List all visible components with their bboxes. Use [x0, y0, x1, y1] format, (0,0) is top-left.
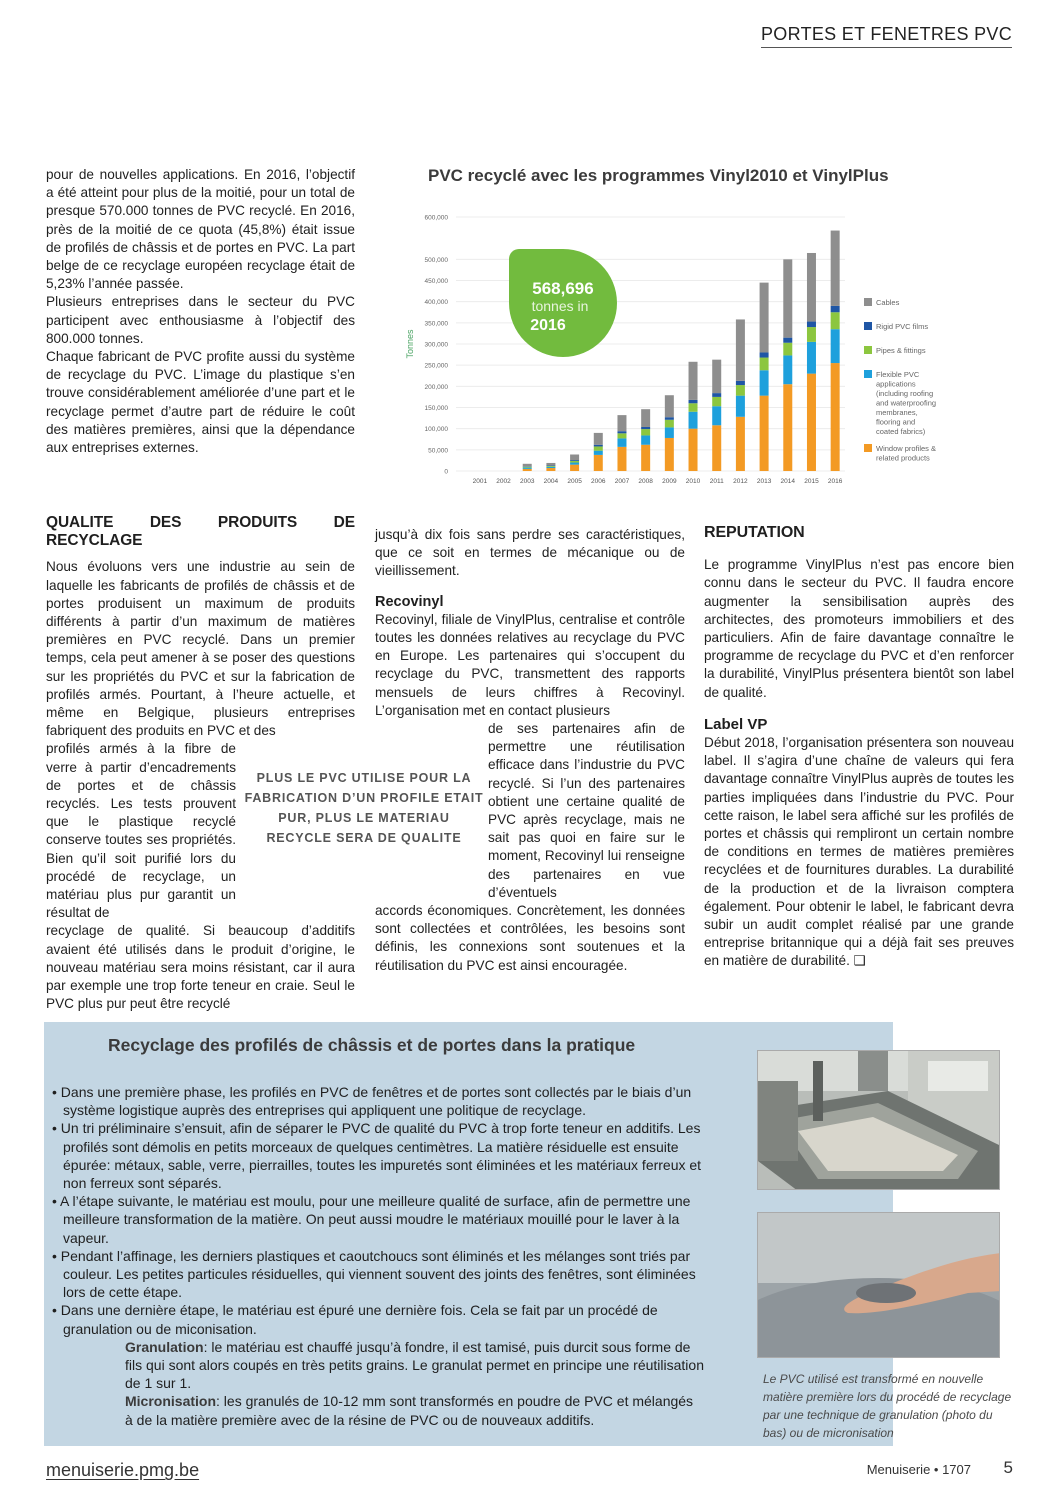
pvc-granules-hand-photo — [757, 1212, 1000, 1358]
callout-unit: tonnes in — [531, 298, 589, 314]
bar-segment — [807, 374, 816, 471]
x-tick-label: 2001 — [472, 478, 488, 485]
intro-column — [46, 166, 355, 457]
legend-swatch — [864, 370, 872, 378]
label-vp-paragraph — [704, 734, 1014, 971]
bar-segment — [689, 362, 698, 400]
recovinyl-paragraph-c: accords économiques. Concrètement, les données sont collectées et contrôlées, les besoins sont définis, les connexions sont soutenues et la réutilisation du PVC est ainsi encouragée. — [375, 903, 685, 973]
legend-swatch — [864, 444, 872, 452]
bar-segment — [760, 370, 769, 395]
bar-segment — [523, 464, 532, 467]
page-number: 5 — [1003, 1458, 1013, 1477]
x-tick-label: 2006 — [591, 478, 606, 485]
list-item: • Pendant l’affinage, les derniers plastiques et caoutchoucs sont éliminés et les mélanges sont triés par couleur. Les petites particules résiduelles, qui viennent souvent des joints des fenêtres, sont éliminées lors de cette étape. — [52, 1247, 696, 1301]
legend-swatch — [864, 298, 872, 306]
bar-segment — [831, 306, 840, 312]
bar-segment — [760, 283, 769, 353]
bar-segment — [736, 417, 745, 471]
bar-segment — [523, 467, 532, 468]
y-tick-label: 600,000 — [424, 214, 448, 222]
x-tick-label: 2003 — [519, 478, 535, 485]
bar-segment — [689, 403, 698, 411]
bar-segment — [736, 396, 745, 417]
list-item: • A l’étape suivante, le matériau est moulu, pour une meilleure qualité de surface, afin de permettre une meilleure transformation de la matière. On peut aussi moudre le matériaux mouillé pour le laver à la vapeur. — [52, 1193, 691, 1246]
list-item: • Dans une dernière étape, le matériau est épuré une dernière fois. Cela se fait par un procédé de granulation ou de miconisation. — [52, 1302, 658, 1337]
bar-segment — [807, 322, 816, 328]
legend-label: Flexible PVC — [876, 370, 920, 379]
recovinyl-paragraph-a: Recovinyl, filiale de VinylPlus, centralise et contrôle toutes les données relatives au recyclage du PVC en Europe. Les partenaires qui s’occupent du recyclage du PVC, transmettent des rapports mensuels de leurs chiffres à Recovinyl. L’organisation met en contact plusieurs — [375, 611, 685, 718]
bar-segment — [831, 312, 840, 329]
quality-heading: QUALITE DES PRODUITS DE RECYCLAGE — [46, 514, 355, 550]
bar-segment — [641, 435, 650, 444]
bar-segment — [570, 460, 579, 461]
y-tick-label: 400,000 — [424, 299, 448, 307]
bar-segment — [689, 429, 698, 471]
bar-segment — [594, 446, 603, 450]
legend-swatch — [864, 346, 872, 354]
legend-label: (including roofing — [876, 389, 934, 398]
recovinyl-paragraph-b: de ses partenaires afin de permettre une réutilisation efficace dans l’industrie du PVC recyclé. Si l’un des partenaires obtient une certaine qualité de PVC après recyclage, mais ne sait pas quoi en faire sur le moment, Recovinyl lui renseigne des partenaires en vue d’éventuels — [488, 721, 685, 900]
micronisation-item — [52, 1392, 704, 1428]
section-title: PORTES ET FENETRES PVC — [761, 24, 1012, 48]
intro-paragraph-3: Chaque fabricant de PVC profite aussi du système de recyclage du PVC. L’image du plastique s’en trouve considérablement améliorée d’une part et le recyclage permet d’autre part de réduire le coût des matières premières, ainsi que la dépendance aux entreprises externes. — [46, 349, 355, 456]
y-tick-label: 250,000 — [424, 362, 448, 370]
reputation-paragraph: Le programme VinylPlus n’est pas encore bien connu dans le secteur du PVC. Il faudra encore augmenter la sensibilisation auprès des architectes, des promoteurs immobiliers et des particuliers. Afin de faire davantage connaître le programme de recyclage du PVC et d’en renforcer la durabilité, VinylPlus présentera bientôt son label de qualité. — [704, 557, 1014, 700]
intro-paragraph-2: Plusieurs entreprises dans le secteur du PVC participent avec enthousiasme à l’objectif des 800.000 tonnes. — [46, 294, 355, 346]
bar-segment — [783, 355, 792, 384]
recycling-chart — [400, 204, 1000, 494]
bar-segment — [523, 468, 532, 469]
y-tick-label: 450,000 — [424, 278, 448, 285]
recovinyl-lead: jusqu’à dix fois sans perdre ses caractéristiques, que ce soit en termes de mécanique ou de vieillissement. — [375, 527, 685, 579]
legend-label: Cables — [876, 298, 900, 307]
y-tick-label: 350,000 — [424, 320, 448, 328]
bar-segment — [594, 445, 603, 447]
magazine-issue: Menuiserie • 1707 — [866, 1462, 971, 1477]
x-tick-label: 2004 — [543, 478, 559, 485]
bar-segment — [570, 454, 579, 460]
y-tick-label: 0 — [444, 468, 448, 476]
y-tick-label: 500,000 — [424, 256, 448, 264]
bar-segment — [665, 420, 674, 428]
x-tick-label: 2009 — [662, 478, 677, 485]
x-tick-label: 2002 — [496, 478, 511, 485]
bar-segment — [665, 417, 674, 420]
bar-segment — [736, 385, 745, 396]
x-tick-label: 2011 — [709, 478, 724, 485]
bar-segment — [641, 409, 650, 427]
bar-segment — [783, 259, 792, 337]
recycling-conveyor-photo — [757, 1050, 1000, 1190]
y-tick-label: 50,000 — [428, 447, 448, 455]
reputation-heading: REPUTATION — [704, 524, 805, 541]
y-tick-label: 300,000 — [424, 341, 448, 349]
recovinyl-column — [375, 526, 685, 975]
x-tick-label: 2015 — [804, 478, 819, 485]
bar-segment — [570, 465, 579, 471]
chart-title: PVC recyclé avec les programmes Vinyl2010 et VinylPlus — [428, 166, 889, 185]
recovinyl-heading: Recovinyl — [375, 593, 444, 610]
micronisation-term: Micronisation — [125, 1393, 217, 1410]
legend-label: Pipes & fittings — [876, 346, 926, 355]
x-tick-label: 2012 — [733, 478, 748, 485]
bar-segment — [807, 342, 816, 374]
y-tick-label: 200,000 — [424, 383, 448, 391]
bar-segment — [594, 451, 603, 455]
legend-label: flooring and — [876, 417, 916, 427]
label-vp-text: Début 2018, l’organisation présentera son nouveau label. Il s’agira d’une chaîne de valeurs qui fera davantage connaître VinylPlus auprès de toutes les parties impliquées dans l’industrie du PVC. Pour cette raison, le label sera affiché sur les profilés de portes et châssis qui rempliront un certain nombre de conditions en termes de matières premières recyclées et de fournitures durables. La durabilité de la production et de la livraison comptera également. Pour obtenir le label, le fabricant devra subir un audit complet réalisé par une grande entreprise britannique qui a déjà fait ses preuves en matière de durabilité. — [704, 735, 1014, 969]
bar-segment — [807, 253, 816, 322]
end-mark-icon: ❑ — [853, 953, 866, 969]
bar-segment — [641, 427, 650, 429]
bar-segment — [831, 363, 840, 471]
bar-segment — [712, 397, 721, 406]
list-item: • Dans une première phase, les profilés en PVC de fenêtres et de portes sont collectés par le biais d’un système logistique auprès des entreprises qui appliquent une politique de recyclage. — [52, 1084, 692, 1119]
bar-segment — [617, 433, 626, 438]
bar-segment — [617, 415, 626, 431]
x-tick-label: 2014 — [780, 478, 796, 485]
bar-segment — [546, 467, 555, 468]
quality-column — [46, 514, 355, 1013]
bar-segment — [617, 438, 626, 446]
y-tick-label: 150,000 — [424, 405, 448, 412]
bar-segment — [617, 447, 626, 471]
practice-box-body — [52, 1083, 704, 1429]
quality-paragraph-b: profilés armés à la fibre de verre à partir d’encadrements de portes et de châssis recyclés. Les tests prouvent que le plastique recyclé conserve toutes ses propriétés. Bien qu’il soit purifié lors du procédé de recyclage, un matériau plus pur garantit un résultat de — [46, 741, 236, 921]
bar-segment — [689, 400, 698, 403]
x-tick-label: 2016 — [827, 478, 843, 485]
label-vp-heading: Label VP — [704, 715, 768, 733]
bar-segment — [523, 469, 532, 471]
bar-segment — [760, 352, 769, 357]
y-tick-label: 100,000 — [424, 426, 448, 434]
legend-swatch — [864, 322, 872, 330]
legend-label: related products — [876, 453, 930, 463]
bar-segment — [760, 358, 769, 371]
list-item: • Un tri préliminaire s’ensuit, afin de séparer le PVC de qualité du PVC à trop forte teneur en additifs. Les profilés sont démolis en petits morceaux de quelques centimètres. La matière résiduelle est ensuite épurée: métaux, sable, verre, pierrailles, toutes les impuretés sont éliminées et les matériaux ferreux et non ferreux sont séparés. — [52, 1120, 702, 1192]
bar-segment — [641, 445, 650, 471]
granulation-term: Granulation — [125, 1338, 204, 1355]
legend-label: Window profiles & — [876, 444, 937, 453]
micronisation-text: : les granulés de 10-12 mm sont transformés en poudre de PVC et mélangés à de la matière première avec de la résine de PVC ou de nouveaux additifs. — [125, 1393, 694, 1428]
bar-segment — [689, 412, 698, 429]
bar-segment — [665, 427, 674, 438]
bar-segment — [665, 438, 674, 471]
bar-segment — [831, 329, 840, 363]
photo-caption: Le PVC utilisé est transformé en nouvelle matière première lors du procédé de recyclage par une technique de granulation (photo du bas) ou de micronisation — [763, 1372, 1012, 1440]
legend-label: membranes, — [876, 408, 918, 417]
bar-segment — [570, 461, 579, 463]
intro-paragraph-1: pour de nouvelles applications. En 2016, l’objectif a été atteint pour plus de la moitié, pour un total de presque 570.000 tonnes de PVC recyclé. En 2016, près de la moitié de ce quota (45,8%) était issue de profilés de châssis et de portes en PVC. La part belge de ce recyclage européen recyclage était de 5,23% l’année passée. — [46, 167, 355, 292]
bar-segment — [712, 360, 721, 393]
x-tick-label: 2008 — [638, 478, 653, 485]
y-axis-label: Tonnes — [405, 329, 415, 359]
x-tick-label: 2005 — [567, 478, 582, 485]
bar-segment — [736, 381, 745, 385]
callout-value: 568,696 — [532, 279, 594, 298]
bar-segment — [783, 384, 792, 471]
bar-segment — [617, 431, 626, 433]
bar-segment — [546, 466, 555, 467]
granulation-item — [52, 1338, 704, 1393]
x-tick-label: 2013 — [756, 478, 772, 485]
reputation-column — [704, 524, 1014, 971]
bar-segment — [760, 396, 769, 471]
bar-segment — [546, 468, 555, 471]
bar-segment — [736, 319, 745, 380]
x-tick-label: 2007 — [614, 478, 630, 485]
legend-label: applications — [876, 379, 916, 389]
bar-segment — [831, 231, 840, 306]
granulation-text: : le matériau est chauffé jusqu’à fondre, il est tamisé, puis durcit sous forme de fils qui sont alors coupés en très petits grains. Le granulat permet en principe une réutilisation de 1 sur 1. — [125, 1338, 704, 1392]
bar-segment — [712, 425, 721, 471]
bar-segment — [665, 395, 674, 417]
bar-segment — [783, 343, 792, 356]
bar-segment — [807, 327, 816, 342]
quality-paragraph-c: recyclage de qualité. Si beaucoup d’additifs avaient été utilisés dans le produit d’origine, le nouveau matériau sera moins résistant, car il aura par exemple une trop forte teneur en craie. Seul le PVC plus pur peut être recyclé — [46, 923, 355, 1012]
bar-segment — [570, 463, 579, 465]
bar-segment — [546, 463, 555, 466]
legend-label: coated fabrics) — [876, 427, 926, 436]
legend-label: Rigid PVC films — [876, 322, 929, 331]
bar-segment — [641, 429, 650, 435]
website-link[interactable]: menuiserie.pmg.be — [46, 1460, 200, 1480]
bar-segment — [712, 393, 721, 397]
pull-quote: PLUS LE PVC UTILISE POUR LA FABRICATION D’UN PROFILE ETAIT PUR, PLUS LE MATERIAU RECYCLE SERA DE QUALITE — [244, 771, 484, 845]
bar-segment — [712, 406, 721, 425]
legend-label: and waterproofing — [876, 398, 937, 408]
quality-paragraph-a: Nous évoluons vers une industrie au sein de laquelle les fabricants de profilés de châssis et de portes produisent un maximum de produits différents à partir d’un maximum de matières premières en PVC recyclé. Dans un premier temps, cela peut amener à se poser des questions sur les propriétés du PVC et sur la fabrication de profilés armés. Pourtant, à l’heure actuelle, et même en Belgique, plusieurs entreprises fabriquent des produits en PVC et des — [46, 559, 355, 739]
bar-segment — [594, 433, 603, 445]
x-tick-label: 2010 — [685, 478, 701, 485]
bar-segment — [594, 455, 603, 471]
bar-segment — [783, 338, 792, 343]
callout-year: 2016 — [530, 317, 566, 334]
practice-box-title: Recyclage des profilés de châssis et de portes dans la pratique — [108, 1035, 636, 1055]
